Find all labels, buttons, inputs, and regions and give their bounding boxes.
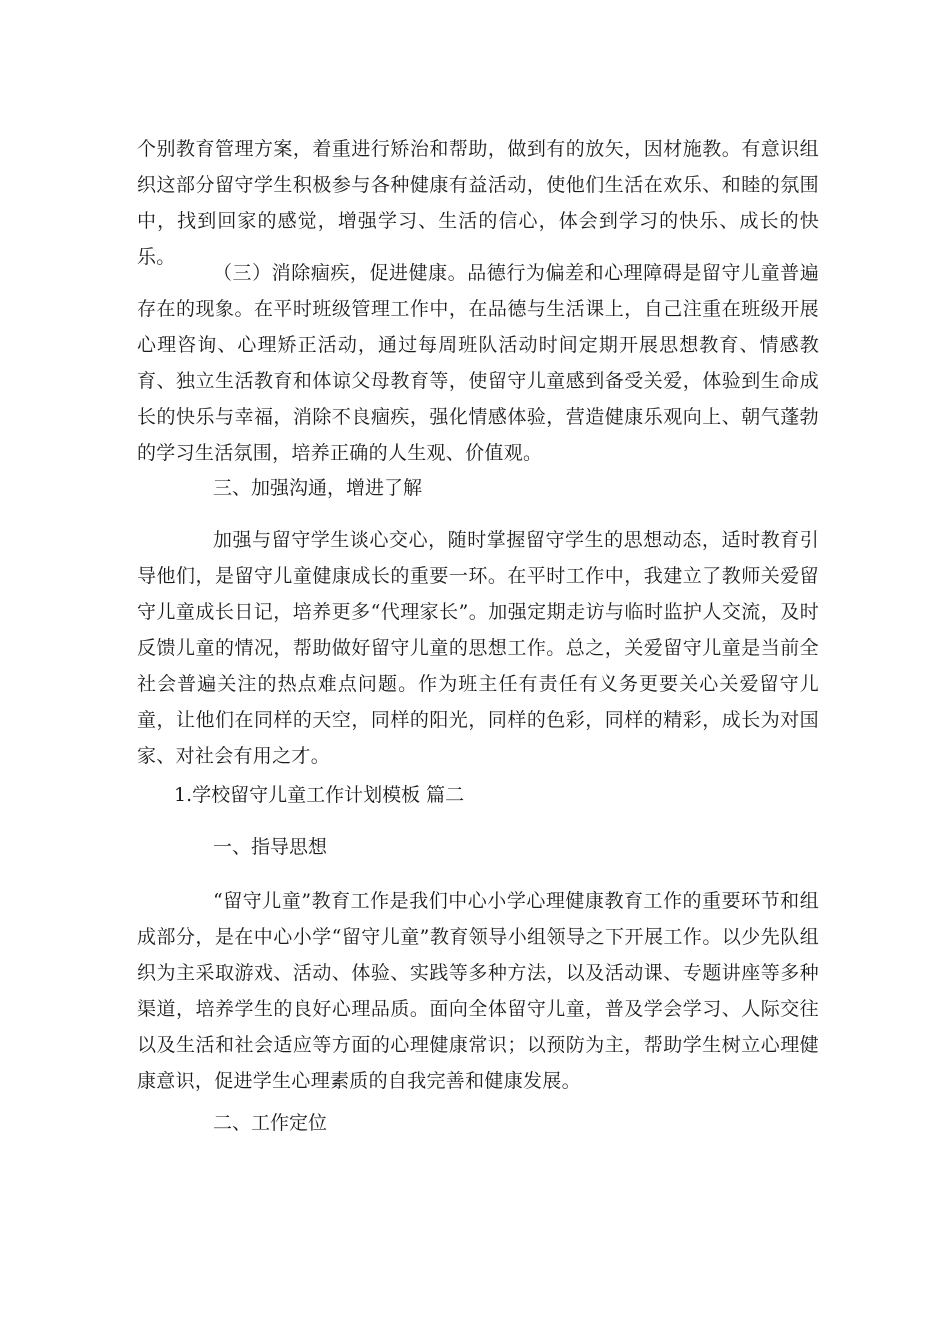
section-heading-communication: 三、加强沟通，增进了解 [213, 477, 423, 499]
section-heading-work-positioning: 二、工作定位 [213, 1112, 328, 1134]
paragraph-guiding-ideology: “留守儿童”教育工作是我们中心小学心理健康教育工作的重要环节和组成部分，是在中心小学“留守儿童”教育领导小组领导之下开展工作。以少先队组织为主采取游戏、活动、体验、实践等多种方法，以及活动课、专题讲座等多种渠道，培养学生的良好心理品质。面向全体留守儿童，普及学会学习、人际交往以及生活和社会适应等方面的心理健康常识；以预防为主，帮助学生树立心理健康意识，促进学生心理素质的自我完善和健康发展。 [137, 890, 819, 1092]
paragraph-individual-education: 个别教育管理方案，着重进行矫治和帮助，做到有的放矢，因材施教。有意识组织这部分留守学生积极参与各种健康有益活动，使他们生活在欢乐、和睦的氛围中，找到回家的感觉，增强学习、生活的信心，体会到学习的快乐、成长的快乐。 [137, 138, 819, 268]
paragraph-eliminate-bad-habits: （三）消除痼疾，促进健康。品德行为偏差和心理障碍是留守儿童普遍存在的现象。在平时班级管理工作中，在品德与生活课上，自己注重在班级开展心理咨询、心理矫正活动，通过每周班队活动时间定期开展思想教育、情感教育、独立生活教育和体谅父母教育等，使留守儿童感到备受关爱，体验到生命成长的快乐与幸福，消除不良痼疾，强化情感体验，营造健康乐观向上、朝气蓬勃的学习生活氛围，培养正确的人生观、价值观。 [137, 262, 819, 464]
document-title-part-two: 1.学校留守儿童工作计划模板 篇二 [174, 784, 465, 806]
section-heading-guiding-ideology: 一、指导思想 [213, 836, 328, 858]
paragraph-communication: 加强与留守学生谈心交心，随时掌握留守学生的思想动态，适时教育引导他们，是留守儿童健康成长的重要一环。在平时工作中，我建立了教师关爱留守儿童成长日记，培养更多“代理家长”。加强定期走访与临时监护人交流，及时反馈儿童的情况，帮助做好留守儿童的思想工作。总之，关爱留守儿童是当前全社会普遍关注的热点难点问题。作为班主任有责任有义务更要关心关爱留守儿童，让他们在同样的天空，同样的阳光，同样的色彩，同样的精彩，成长为对国家、对社会有用之才。 [137, 529, 819, 767]
